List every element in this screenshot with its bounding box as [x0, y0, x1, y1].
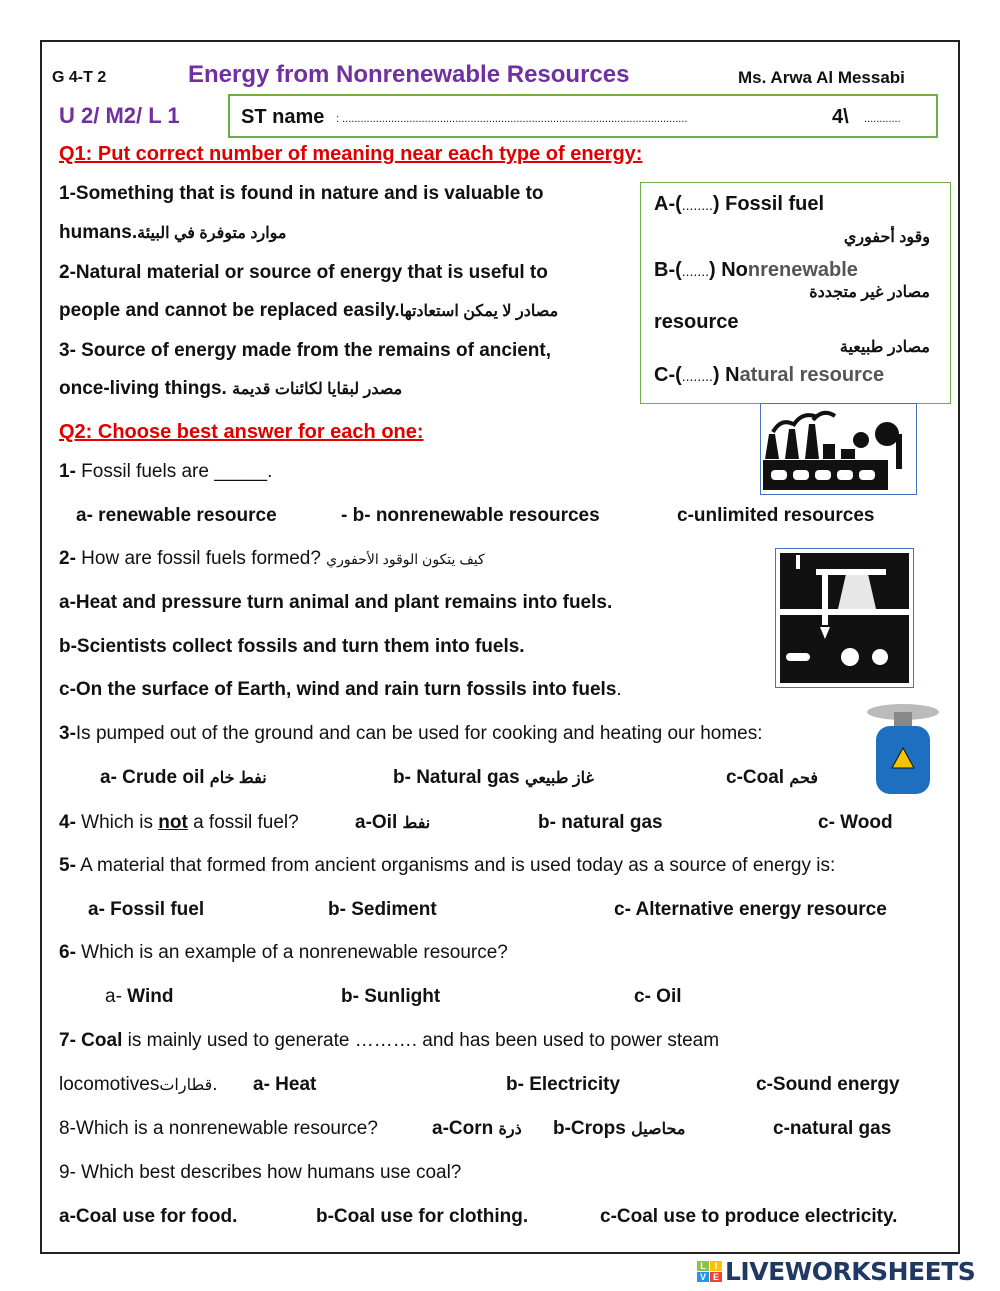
q7-option-a[interactable]: a- Heat — [253, 1074, 317, 1095]
logo-text: LIVEWORKSHEETS — [725, 1256, 976, 1286]
q5-option-b[interactable]: b- Sediment — [328, 899, 437, 920]
q8-option-c[interactable]: c-natural gas — [773, 1118, 892, 1139]
q1-option-c[interactable]: c-unlimited resources — [677, 505, 875, 526]
text: people and cannot be replaced easily. — [59, 300, 400, 321]
q8-option-a — [432, 1118, 522, 1141]
q1-item-3-line1: 3- Source of energy made from the remains of ancient, — [59, 340, 552, 361]
text: humans. — [59, 222, 138, 243]
question-7 — [59, 1030, 719, 1052]
question-7-line2 — [59, 1074, 218, 1097]
term-b-line2: resource — [654, 311, 739, 333]
arabic-translation: مصدر لبقايا لكائنات قديمة — [232, 381, 403, 398]
arabic: ذرة — [498, 1121, 522, 1138]
grade-label: G 4-T 2 — [52, 69, 107, 86]
q7-option-c[interactable]: c-Sound energy — [756, 1074, 900, 1095]
text[interactable]: a-Oil — [355, 812, 403, 833]
student-name-field[interactable]: : ................................................................................................................. — [336, 113, 688, 125]
text: once-living things. — [59, 378, 233, 399]
num: 5- — [59, 855, 76, 876]
text[interactable]: a-Corn — [432, 1118, 499, 1139]
text: A material that formed from ancient organisms and is used today as a source of energy is: — [75, 855, 836, 876]
student-name-box — [228, 94, 938, 138]
q1-heading: Q1: Put correct number of meaning near each type of energy: — [59, 143, 643, 165]
num: 2- — [59, 548, 76, 569]
class-label: 4\ — [832, 106, 849, 128]
q1-item-3-line2 — [59, 378, 402, 401]
text[interactable]: a- Crude oil — [100, 767, 210, 788]
q2-option-b[interactable]: b-Scientists collect fossils and turn them into fuels. — [59, 636, 525, 657]
answer-blank-c[interactable]: ........ — [681, 368, 713, 384]
q5-option-c[interactable]: c- Alternative energy resource — [614, 899, 887, 920]
period: . — [616, 679, 622, 700]
text: is mainly used to generate ………. and has been used to power steam — [122, 1030, 720, 1051]
q6-option-c[interactable]: c- Oil — [634, 986, 682, 1007]
q8-option-b — [553, 1118, 685, 1141]
q9-option-c[interactable]: c-Coal use to produce electricity. — [600, 1206, 898, 1227]
worksheet-title: Energy from Nonrenewable Resources — [188, 61, 630, 88]
q9-option-a[interactable]: a-Coal use for food. — [59, 1206, 238, 1227]
q9-option-b[interactable]: b-Coal use for clothing. — [316, 1206, 529, 1227]
q6-option-b[interactable]: b- Sunlight — [341, 986, 441, 1007]
arabic: قطارات — [159, 1077, 213, 1094]
q2-option-c — [59, 679, 622, 701]
question-9: 9- Which best describes how humans use coal? — [59, 1162, 462, 1183]
tile: V — [697, 1272, 709, 1282]
question-1 — [59, 461, 272, 483]
arabic-translation: مصادر لا يمكن استعادتها — [399, 303, 559, 320]
answer-blank-b[interactable]: ....... — [681, 263, 709, 279]
term-c — [654, 364, 884, 387]
question-8: 8-Which is a nonrenewable resource? — [59, 1118, 378, 1139]
period: . — [212, 1074, 218, 1095]
factory-icon — [760, 403, 917, 495]
num: 1- — [59, 461, 76, 482]
q6-option-a — [105, 986, 173, 1008]
lesson-code: U 2/ M2/ L 1 — [59, 103, 180, 128]
label: B-( — [654, 259, 682, 281]
text: Is pumped out of the ground and can be used for cooking and heating our homes: — [75, 723, 763, 744]
q2-option-a[interactable]: a-Heat and pressure turn animal and plant remains into fuels. — [59, 592, 613, 613]
tile: E — [710, 1272, 722, 1282]
label: A-( — [654, 193, 682, 215]
text[interactable]: c-Coal — [726, 767, 790, 788]
term: ) Fossil fuel — [712, 193, 825, 215]
text[interactable]: c-On the surface of Earth, wind and rain turn fossils into fuels — [59, 679, 617, 700]
q1-item-2-line2 — [59, 300, 558, 323]
text[interactable]: b-Crops — [553, 1118, 632, 1139]
question-5 — [59, 855, 835, 877]
text: locomotives — [59, 1074, 160, 1095]
q3-option-a — [100, 767, 267, 790]
term-c-arabic: مصادر طبيعية — [839, 339, 930, 356]
q7-option-b[interactable]: b- Electricity — [506, 1074, 621, 1095]
num: 4- — [59, 812, 76, 833]
oil-pump-icon — [775, 548, 914, 688]
q1-item-1-line1: 1-Something that is found in nature and is valuable to — [59, 183, 544, 204]
arabic-translation: كيف يتكون الوقود الأحفوري — [326, 551, 485, 567]
num: 7- Coal — [59, 1030, 123, 1051]
term-a — [654, 193, 824, 216]
terms-box — [640, 182, 951, 404]
arabic: نفط خام — [209, 770, 267, 787]
tile: L — [697, 1261, 709, 1271]
q4-option-c[interactable]: c- Wood — [818, 812, 893, 833]
q1-item-1-line2 — [59, 222, 286, 245]
logo-tiles — [697, 1261, 722, 1282]
arabic: محاصيل — [631, 1121, 686, 1138]
text: How are fossil fuels formed? — [75, 548, 327, 569]
answer-blank-a[interactable]: ........ — [681, 197, 713, 213]
arabic: نفط — [402, 815, 431, 832]
gas-cylinder-icon — [866, 698, 940, 797]
text[interactable]: Wind — [121, 986, 174, 1007]
q1-option-a[interactable]: a- renewable resource — [76, 505, 277, 526]
text: Which is an example of a nonrenewable resource? — [75, 942, 508, 963]
question-4 — [59, 812, 299, 834]
q1-item-2-line1: 2-Natural material or source of energy that is useful to — [59, 262, 548, 283]
question-3 — [59, 723, 763, 745]
question-2 — [59, 548, 485, 570]
num: 6- — [59, 942, 76, 963]
liveworksheets-logo — [697, 1257, 975, 1285]
emphasis: not — [158, 812, 188, 833]
q1-option-b[interactable]: - b- nonrenewable resources — [341, 505, 600, 526]
q5-option-a[interactable]: a- Fossil fuel — [88, 899, 205, 920]
teacher-name: Ms. Arwa Al Messabi — [738, 68, 905, 87]
arabic: فحم — [789, 770, 818, 787]
text: Fossil fuels are _____. — [75, 461, 273, 482]
tile: I — [710, 1261, 722, 1271]
term-b — [654, 259, 858, 282]
term-b-arabic: مصادر غير متجددة — [809, 284, 930, 301]
text: Which is — [75, 812, 159, 833]
prefix: a- — [105, 986, 122, 1007]
term: ) N — [712, 364, 740, 386]
q4-option-b[interactable]: b- natural gas — [538, 812, 663, 833]
q3-option-c — [726, 767, 818, 790]
arabic-translation: موارد متوفرة في البيئة — [137, 225, 287, 242]
q3-option-b — [393, 767, 594, 790]
num: 3- — [59, 723, 76, 744]
arabic: غاز طبيعي — [524, 770, 594, 787]
label: C-( — [654, 364, 682, 386]
term-a-arabic: وقود أحفوري — [843, 229, 930, 246]
student-name-label: ST name — [241, 106, 325, 128]
text[interactable]: b- Natural gas — [393, 767, 525, 788]
term: ) No — [709, 259, 748, 281]
question-6 — [59, 942, 508, 964]
text: a fossil fuel? — [187, 812, 299, 833]
q2-heading: Q2: Choose best answer for each one: — [59, 421, 424, 443]
term-rest: nrenewable — [747, 259, 858, 281]
term-rest: atural resource — [739, 364, 885, 386]
q4-option-a — [355, 812, 430, 835]
class-field[interactable]: ............ — [864, 113, 901, 125]
